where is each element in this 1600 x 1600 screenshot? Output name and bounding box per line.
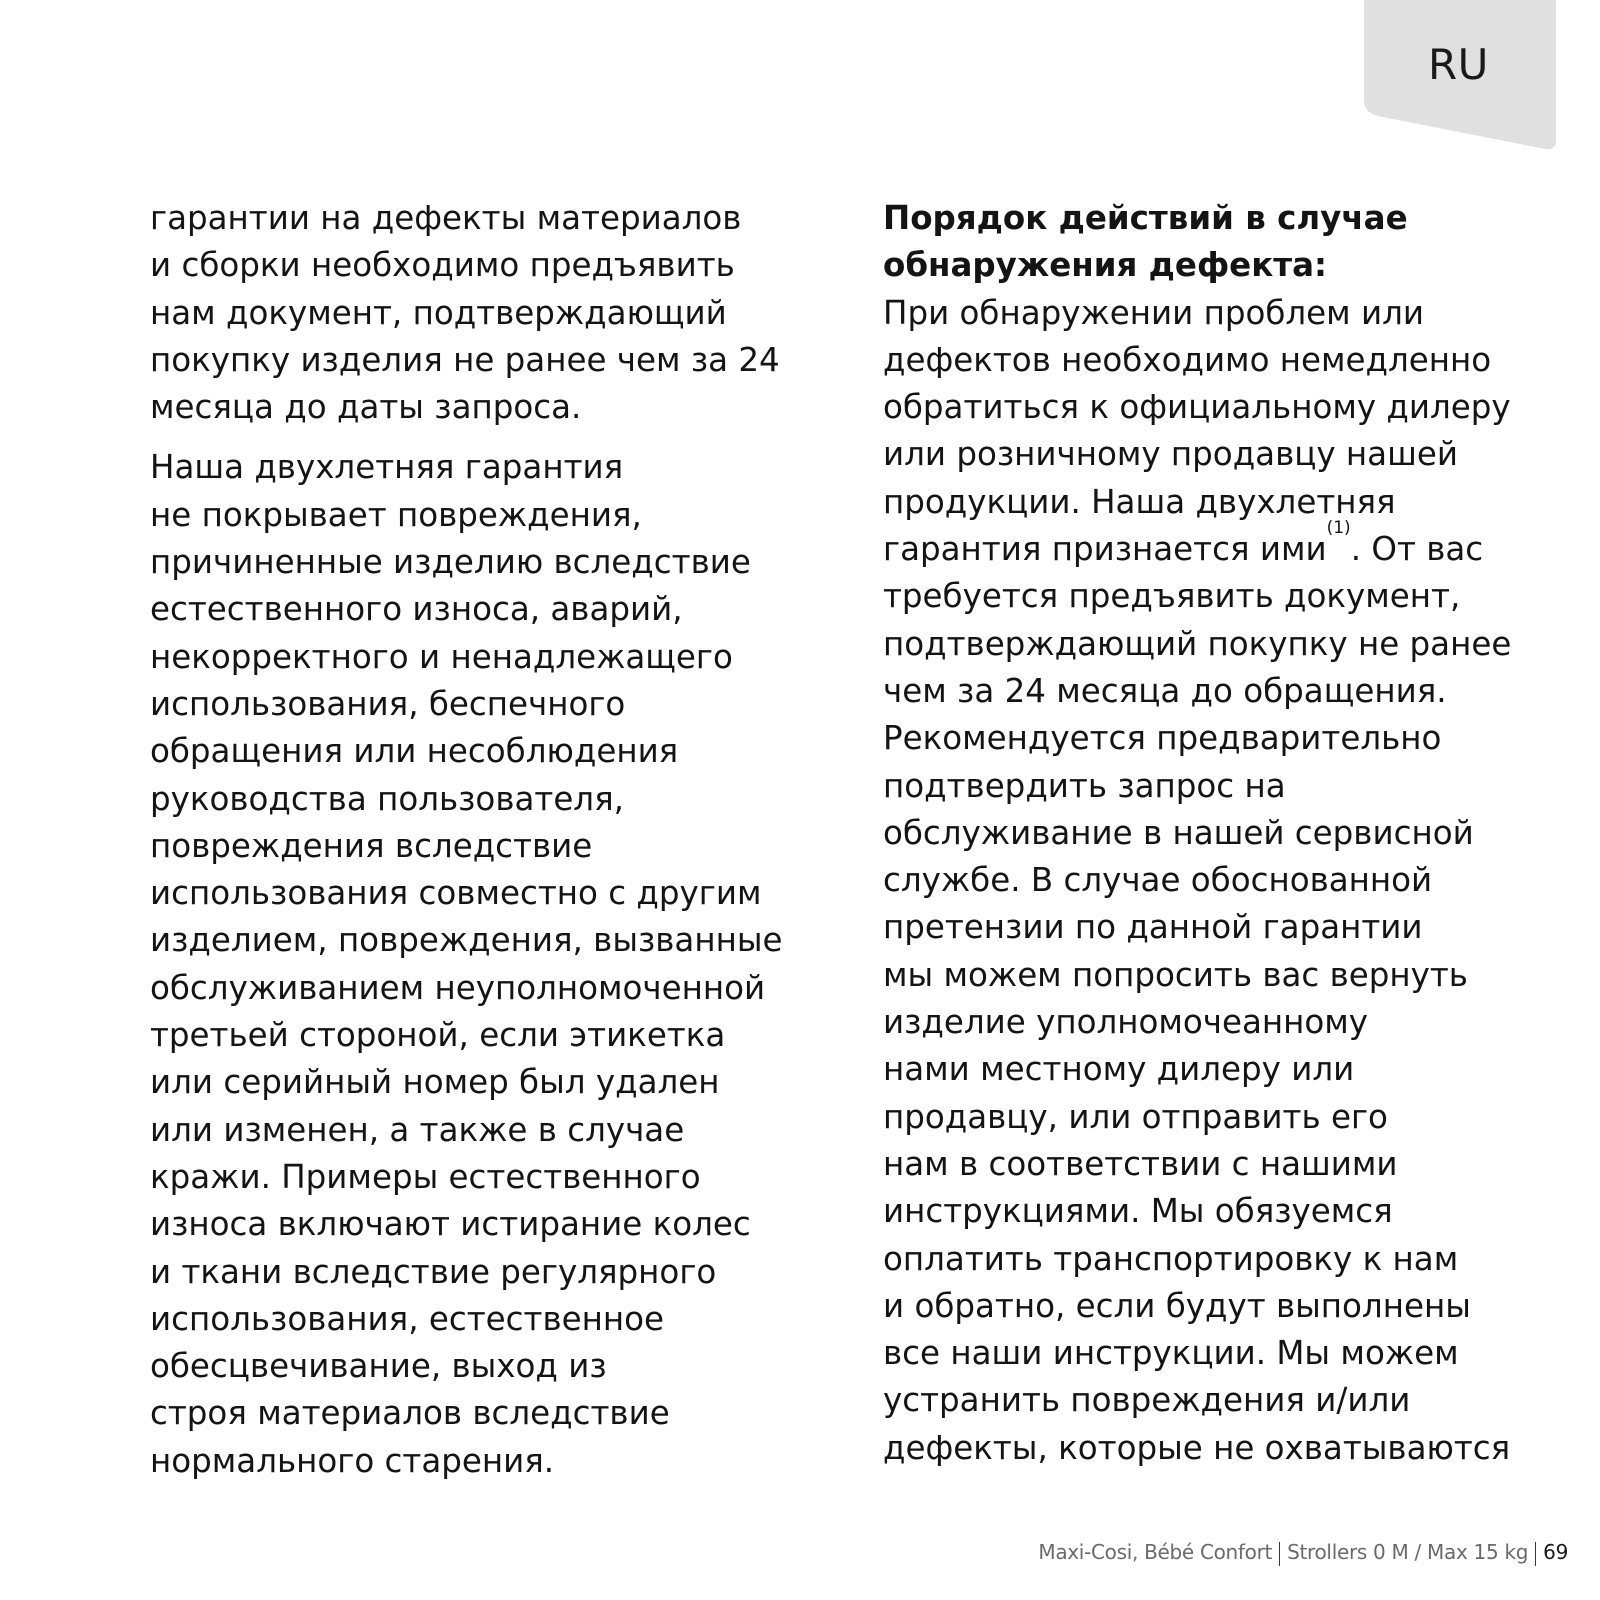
text-line-with-footnote <box>883 518 1583 573</box>
text-line: продукции. Наша двухлетняя <box>883 482 1396 521</box>
text-line: строя материалов вследствие <box>150 1394 670 1433</box>
text-line: изделием, повреждения, вызванные <box>150 921 783 960</box>
page-footer <box>1038 1540 1568 1566</box>
text-line: причиненные изделию вследствие <box>150 543 751 582</box>
text-segment: . От вас <box>1350 530 1484 569</box>
warranty-exclusions-paragraph <box>150 444 810 1485</box>
text-line: использования, естественное <box>150 1299 664 1338</box>
text-line: оплатить транспортировку к нам <box>883 1239 1459 1278</box>
text-line: Рекомендуется предварительно <box>883 719 1442 758</box>
text-line: Наша двухлетняя гарантия <box>150 448 624 487</box>
text-line: изделие уполномочеанному <box>883 1003 1369 1042</box>
right-column <box>883 195 1583 1472</box>
text-line: претензии по данной гарантии <box>883 908 1423 947</box>
text-segment: гарантия признается ими <box>883 530 1327 569</box>
text-line: и ткани вследствие регулярного <box>150 1252 717 1291</box>
warranty-proof-paragraph <box>150 195 810 431</box>
text-line: обратиться к официальному дилеру <box>883 388 1511 427</box>
text-line: использования, беспечного <box>150 684 626 723</box>
heading-line: обнаружения дефекта: <box>883 246 1328 285</box>
text-line: обслуживание в нашей сервисной <box>883 813 1474 852</box>
text-line: обесцвечивание, выход из <box>150 1347 607 1386</box>
text-line: или изменен, а также в случае <box>150 1110 685 1149</box>
text-line: подтвердить запрос на <box>883 766 1286 805</box>
language-tab <box>1364 0 1556 150</box>
text-line: использования совместно с другим <box>150 874 762 913</box>
text-line: покупку изделия не ранее чем за 24 <box>150 340 780 379</box>
footer-brand: Maxi-Cosi, Bébé Confort <box>1038 1540 1273 1564</box>
text-line: При обнаружении проблем или <box>883 293 1425 332</box>
text-line: кражи. Примеры естественного <box>150 1157 701 1196</box>
text-line: износа включают истирание колес <box>150 1205 751 1244</box>
text-line: руководства пользователя, <box>150 779 624 818</box>
text-line: повреждения вследствие <box>150 826 593 865</box>
text-line: все наши инструкции. Мы можем <box>883 1334 1459 1373</box>
text-line: и сборки необходимо предъявить <box>150 246 735 285</box>
text-line: нами местному дилеру или <box>883 1050 1355 1089</box>
section-heading <box>883 195 1583 290</box>
footer-product: Strollers 0 M / Max 15 kg <box>1287 1540 1529 1564</box>
text-line: инструкциями. Мы обязуемся <box>883 1192 1393 1231</box>
page-number: 69 <box>1543 1540 1568 1564</box>
text-line: естественного износа, аварий, <box>150 590 683 629</box>
text-line: дефектов необходимо немедленно <box>883 340 1492 379</box>
text-line: нам документ, подтверждающий <box>150 293 727 332</box>
text-line: чем за 24 месяца до обращения. <box>883 671 1447 710</box>
text-line: месяца до даты запроса. <box>150 388 582 427</box>
footnote-marker: (1) <box>1326 518 1351 539</box>
text-line: или серийный номер был удален <box>150 1063 720 1102</box>
footer-divider <box>1535 1542 1536 1566</box>
language-code: RU <box>1428 40 1489 89</box>
left-column <box>150 195 810 1485</box>
text-line: дефекты, которые не охватываются <box>883 1428 1511 1467</box>
text-line: обращения или несоблюдения <box>150 732 679 771</box>
text-line: не покрывает повреждения, <box>150 495 642 534</box>
text-line: нам в соответствии с нашими <box>883 1144 1398 1183</box>
heading-line: Порядок действий в случае <box>883 199 1408 237</box>
text-line: требуется предъявить документ, <box>883 577 1461 616</box>
text-line: устранить повреждения и/или <box>883 1381 1411 1420</box>
text-line: и обратно, если будут выполнены <box>883 1286 1471 1325</box>
text-line: обслуживанием неуполномоченной <box>150 968 766 1007</box>
defect-procedure-paragraph <box>883 290 1583 1472</box>
text-line: службе. В случае обоснованной <box>883 861 1433 900</box>
text-line: или розничному продавцу нашей <box>883 435 1458 474</box>
text-line: продавцу, или отправить его <box>883 1097 1388 1136</box>
text-line: некорректного и ненадлежащего <box>150 637 733 676</box>
text-line: гарантии на дефекты материалов <box>150 199 742 237</box>
text-line: нормального старения. <box>150 1441 555 1480</box>
footer-divider <box>1279 1542 1280 1566</box>
text-line: подтверждающий покупку не ранее <box>883 624 1512 663</box>
text-line: мы можем попросить вас вернуть <box>883 955 1468 994</box>
text-line: третьей стороной, если этикетка <box>150 1016 726 1055</box>
